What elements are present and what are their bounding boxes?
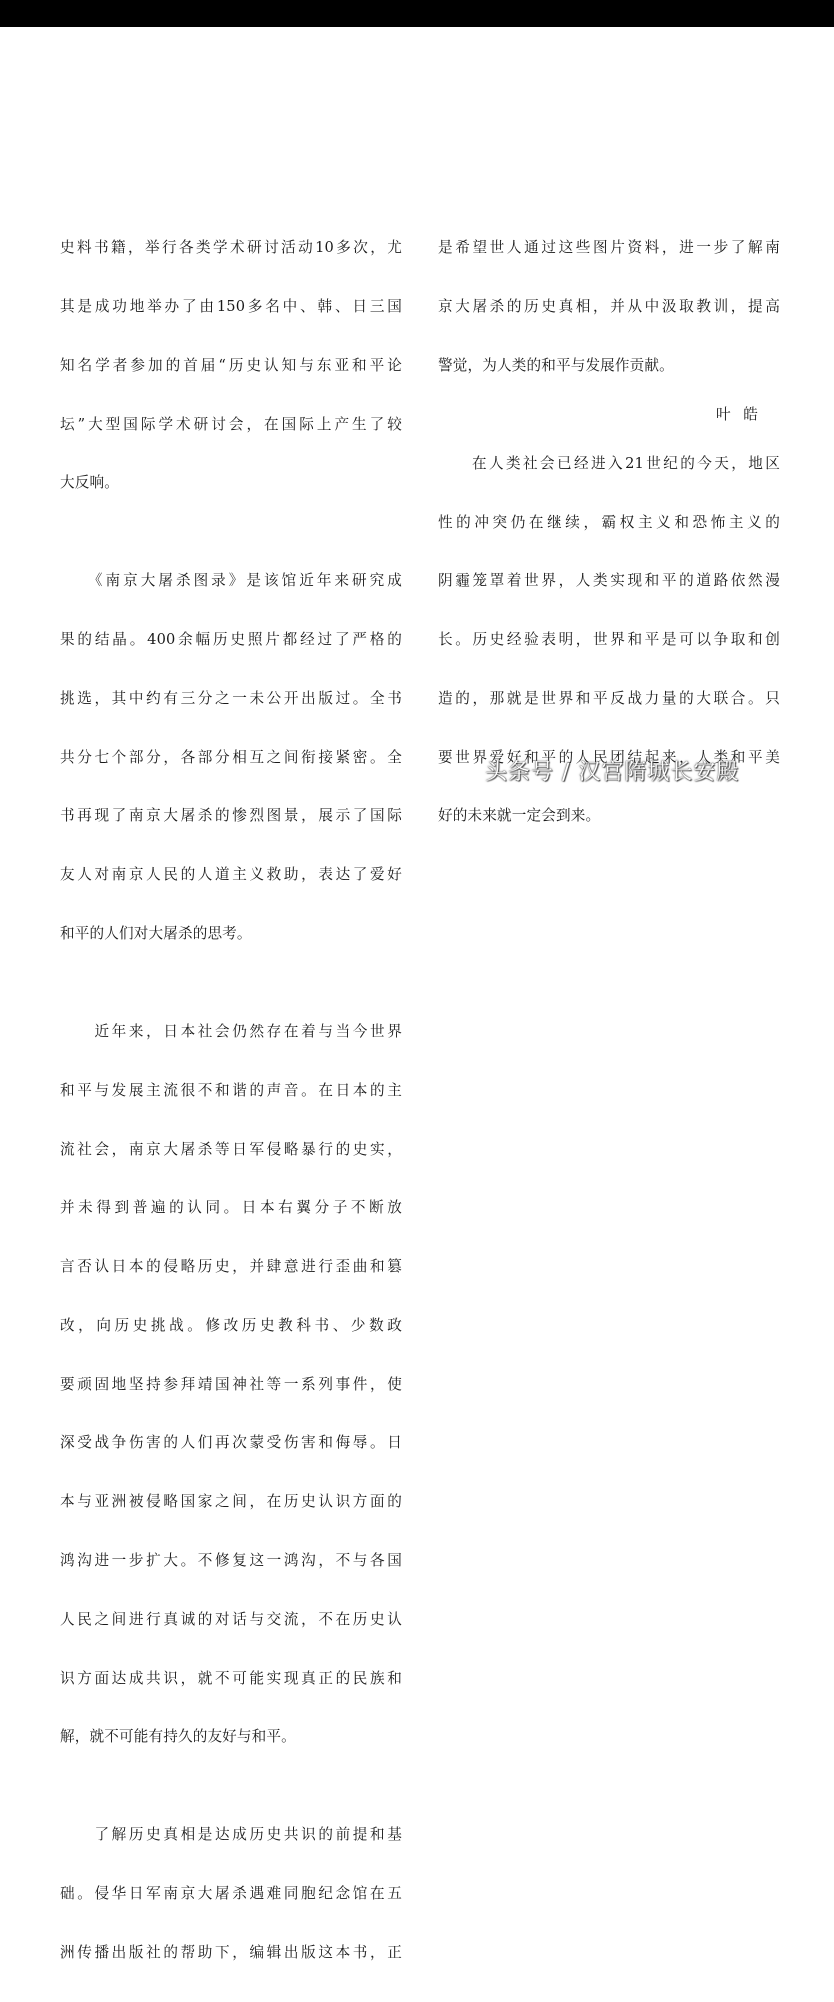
text-line: 性的冲突仍在继续，霸权主义和恐怖主义的 xyxy=(438,513,780,531)
text-line: 史料书籍，举行各类学术研讨活动10多次，尤 xyxy=(60,239,402,257)
text-line: 好的未来就一定会到来。 xyxy=(438,807,601,825)
text-line: 友人对南京人民的人道主义救助，表达了爱好 xyxy=(60,866,402,884)
text-line: 洲传播出版社的帮助下，编辑出版这本书，正 xyxy=(60,1943,402,1961)
text-line: 《南京大屠杀图录》是该馆近年来研究成 xyxy=(60,572,402,590)
text-line: 坛”大型国际学术研讨会，在国际上产生了较 xyxy=(60,415,402,433)
text-line: 造的，那就是世界和平反战力量的大联合。只 xyxy=(438,689,780,707)
text-line: 要世界爱好和平的人民团结起来，人类和平美 xyxy=(438,748,780,766)
text-line: 共分七个部分，各部分相互之间衔接紧密。全 xyxy=(60,748,402,766)
text-line: 了解历史真相是达成历史共识的前提和基 xyxy=(60,1826,402,1844)
paragraph xyxy=(438,415,780,866)
text-line: 并未得到普遍的认同。日本右翼分子不断放 xyxy=(60,1199,402,1217)
text-line: 解，就不可能有持久的友好与和平。 xyxy=(60,1728,296,1746)
paragraph xyxy=(60,1786,402,2002)
text-line: 流社会，南京大屠杀等日军侵略暴行的史实， xyxy=(60,1140,402,1158)
paragraph xyxy=(60,199,402,532)
text-line: 识方面达成共识，就不可能实现真正的民族和 xyxy=(60,1669,402,1687)
top-black-bar xyxy=(0,0,834,27)
paragraph xyxy=(60,532,402,983)
text-line: 改，向历史挑战。修改历史教科书、少数政 xyxy=(60,1316,402,1334)
text-line: 和平的人们对大屠杀的思考。 xyxy=(60,924,252,942)
text-line: 和平与发展主流很不和谐的声音。在日本的主 xyxy=(60,1081,402,1099)
text-line: 京大屠杀的历史真相，并从中汲取教训，提高 xyxy=(438,297,780,315)
text-line: 挑选，其中约有三分之一未公开出版过。全书 xyxy=(60,689,402,707)
text-line: 鸿沟进一步扩大。不修复这一鸿沟，不与各国 xyxy=(60,1551,402,1569)
text-line: 果的结晶。400余幅历史照片都经过了严格的 xyxy=(60,631,402,649)
text-line: 要顽固地坚持参拜靖国神社等一系列事件，使 xyxy=(60,1375,402,1393)
author-signature: 叶 皓 xyxy=(716,406,762,423)
text-line: 警觉，为人类的和平与发展作贡献。 xyxy=(438,356,674,374)
text-line: 知名学者参加的首届“历史认知与东亚和平论 xyxy=(60,356,402,374)
paragraph xyxy=(438,199,780,415)
text-line: 础。侵华日军南京大屠杀遇难同胞纪念馆在五 xyxy=(60,1885,402,1903)
text-line: 长。历史经验表明，世界和平是可以争取和创 xyxy=(438,631,780,649)
source-watermark: 头条号 / 汉宫隋城长安殿 xyxy=(485,760,740,785)
text-line: 其是成功地举办了由150多名中、韩、日三国 xyxy=(60,297,402,315)
paragraph xyxy=(60,983,402,1786)
text-line: 阴霾笼罩着世界，人类实现和平的道路依然漫 xyxy=(438,572,780,590)
left-text-column xyxy=(60,199,402,2002)
text-line: 本与亚洲被侵略国家之间，在历史认识方面的 xyxy=(60,1493,402,1511)
text-line: 是希望世人通过这些图片资料，进一步了解南 xyxy=(438,239,780,257)
text-line: 言否认日本的侵略历史，并肆意进行歪曲和篡 xyxy=(60,1258,402,1276)
text-line: 大反响。 xyxy=(60,474,119,492)
text-line: 在人类社会已经进入21世纪的今天，地区 xyxy=(438,454,780,472)
text-line: 近年来，日本社会仍然存在着与当今世界 xyxy=(60,1022,402,1040)
text-line: 深受战争伤害的人们再次蒙受伤害和侮辱。日 xyxy=(60,1434,402,1452)
text-line: 人民之间进行真诚的对话与交流，不在历史认 xyxy=(60,1610,402,1628)
text-line: 书再现了南京大屠杀的惨烈图景，展示了国际 xyxy=(60,807,402,825)
